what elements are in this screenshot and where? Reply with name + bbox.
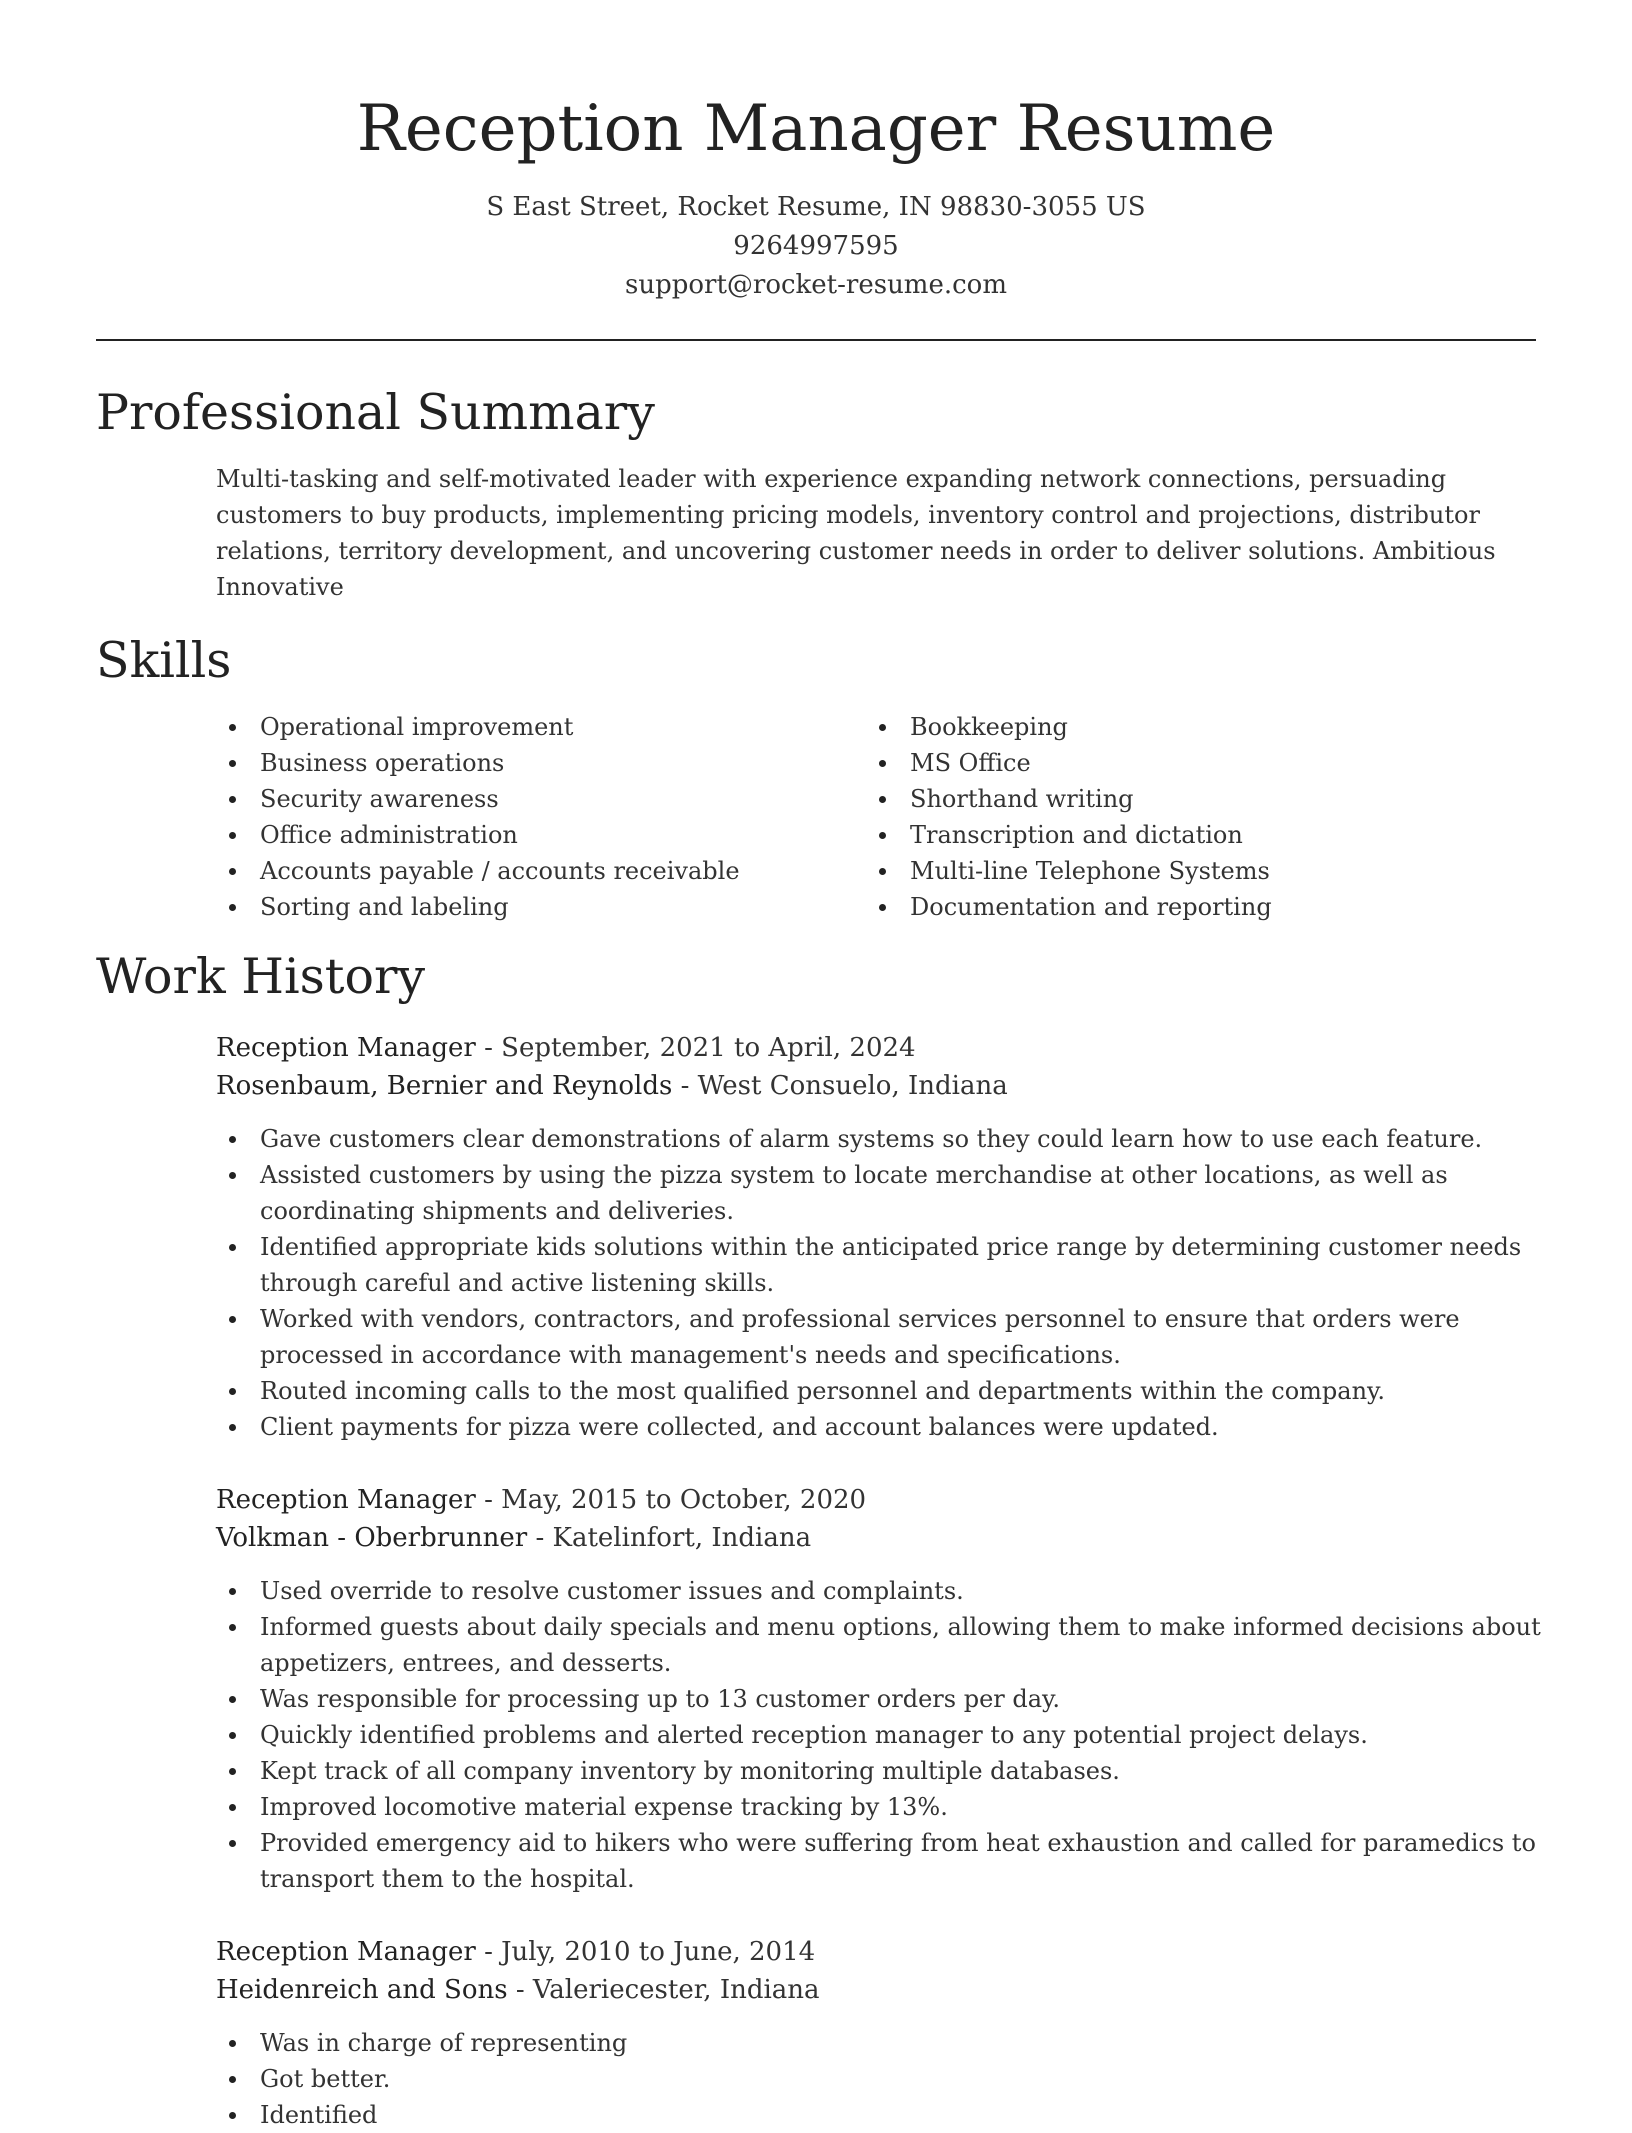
skill-item: Accounts payable / accounts receivable	[216, 853, 866, 889]
skill-item: Documentation and reporting	[866, 889, 1516, 925]
resume-header	[96, 0, 1536, 305]
job-bullet: Got better.	[216, 2061, 1546, 2097]
job-bullet: Was responsible for processing up to 13 customer orders per day.	[216, 1681, 1546, 1717]
job-entry	[216, 1933, 1536, 2133]
skill-item: MS Office	[866, 745, 1516, 781]
job-entry	[216, 1481, 1541, 1897]
job-bullet: Identified	[216, 2097, 1546, 2133]
skill-item: Transcription and dictation	[866, 817, 1516, 853]
job-location: - Valeriecester, Indiana	[507, 1975, 820, 2005]
job-bullets	[216, 2025, 1546, 2133]
skill-item: Shorthand writing	[866, 781, 1516, 817]
job-dates: - July, 2010 to June, 2014	[475, 1937, 816, 1967]
skill-item: Security awareness	[216, 781, 866, 817]
job-location: - Katelinfort, Indiana	[527, 1523, 812, 1553]
job-role: Reception Manager	[216, 1485, 476, 1515]
contact-email: support@rocket-resume.com	[624, 270, 1007, 300]
job-company-line	[216, 1067, 1536, 1105]
job-company-line	[216, 1519, 1536, 1557]
job-bullet: Provided emergency aid to hikers who were suffering from heat exhaustion and called for paramedics to transport them to the hospital.	[216, 1825, 1546, 1897]
job-bullet: Client payments for pizza were collected, and account balances were updated.	[216, 1409, 1546, 1445]
job-company: Heidenreich and Sons	[216, 1975, 508, 2005]
job-location: - West Consuelo, Indiana	[672, 1071, 1008, 1101]
job-role: Reception Manager	[216, 1033, 476, 1063]
job-bullet: Quickly identified problems and alerted reception manager to any potential project delays.	[216, 1717, 1546, 1753]
contact-phone: 9264997595	[733, 231, 899, 261]
skills-heading: Skills	[96, 632, 232, 689]
job-bullets	[216, 1121, 1546, 1445]
job-bullet: Identified appropriate kids solutions within the anticipated price range by determining customer needs through careful and active listening skills.	[216, 1229, 1546, 1301]
skill-item: Operational improvement	[216, 709, 866, 745]
job-company: Volkman - Oberbrunner	[216, 1523, 528, 1553]
job-bullet: Routed incoming calls to the most qualified personnel and departments within the company.	[216, 1373, 1546, 1409]
job-bullets	[216, 1573, 1546, 1897]
job-role-line	[216, 1029, 1536, 1067]
skill-item: Business operations	[216, 745, 866, 781]
work-history-heading: Work History	[96, 948, 426, 1005]
job-dates: - May, 2015 to October, 2020	[475, 1485, 867, 1515]
skills-column-right	[866, 709, 1516, 925]
job-company: Rosenbaum, Bernier and Reynolds	[216, 1071, 673, 1101]
job-role-line	[216, 1481, 1536, 1519]
summary-heading: Professional Summary	[96, 384, 655, 441]
skill-item: Multi-line Telephone Systems	[866, 853, 1516, 889]
header-divider	[96, 339, 1536, 341]
summary-text: Multi-tasking and self-motivated leader with experience expanding network connections, persuading customers to buy products, implementing pricing models, inventory control and projections, distributor relations, territory development, and uncovering customer needs in order to deliver solutions. Ambitious Innovative	[216, 465, 1496, 601]
job-role-line	[216, 1933, 1536, 1971]
job-role: Reception Manager	[216, 1937, 476, 1967]
job-company-line	[216, 1971, 1536, 2009]
job-entry	[216, 1029, 1536, 1445]
skill-item: Bookkeeping	[866, 709, 1516, 745]
skill-item: Office administration	[216, 817, 866, 853]
job-bullet: Worked with vendors, contractors, and professional services personnel to ensure that orders were processed in accordance with management's needs and specifications.	[216, 1301, 1546, 1373]
job-bullet: Gave customers clear demonstrations of alarm systems so they could learn how to use each feature.	[216, 1121, 1546, 1157]
contact-address: S East Street, Rocket Resume, IN 98830-3055 US	[486, 192, 1146, 222]
skill-item: Sorting and labeling	[216, 889, 866, 925]
job-bullet: Was in charge of representing	[216, 2025, 1546, 2061]
resume-title: Reception Manager Resume	[356, 92, 1276, 166]
skills-column-left	[216, 709, 866, 925]
job-bullet: Assisted customers by using the pizza system to locate merchandise at other locations, as well as coordinating shipments and deliveries.	[216, 1157, 1546, 1229]
job-bullet: Improved locomotive material expense tracking by 13%.	[216, 1789, 1546, 1825]
job-bullet: Used override to resolve customer issues and complaints.	[216, 1573, 1546, 1609]
job-bullet: Kept track of all company inventory by monitoring multiple databases.	[216, 1753, 1546, 1789]
job-bullet: Informed guests about daily specials and menu options, allowing them to make informed decisions about appetizers, entrees, and desserts.	[216, 1609, 1546, 1681]
job-dates: - September, 2021 to April, 2024	[475, 1033, 916, 1063]
skills-list	[216, 709, 1536, 925]
